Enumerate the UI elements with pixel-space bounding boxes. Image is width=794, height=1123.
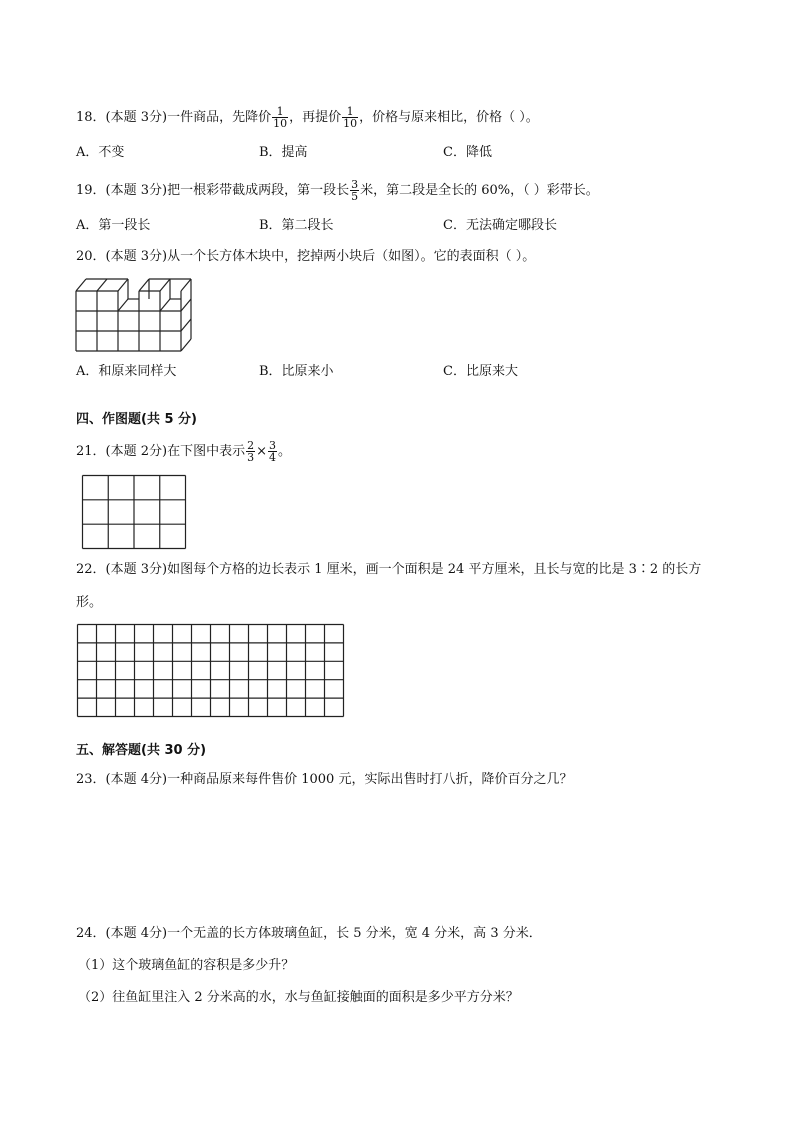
q21-drawing-grid[interactable]	[82, 475, 186, 549]
frac-denominator: 3	[247, 451, 255, 464]
q18-text-b: ，再提价	[289, 110, 342, 125]
frac-denominator: 10	[343, 117, 358, 130]
q19-option-a[interactable]: A．第一段长	[76, 218, 151, 233]
q20-option-b[interactable]: B．比原来小	[259, 364, 334, 379]
q19-option-b[interactable]: B．第二段长	[259, 218, 334, 233]
q18-text-c: ，价格与原来相比，价格（ ）。	[359, 110, 539, 125]
q20-option-c[interactable]: C．比原来大	[443, 364, 518, 379]
q18-option-b[interactable]: B．提高	[259, 145, 308, 160]
q21-number: 21．	[76, 444, 106, 459]
q24-number: 24．	[76, 926, 106, 941]
frac-numerator: 1	[276, 105, 284, 118]
q20-text: 从一个长方体木块中，挖掉两小块后（如图）。它的表面积（ ）。	[167, 249, 536, 264]
frac-denominator: 10	[273, 117, 288, 130]
frac-numerator: 3	[351, 178, 359, 191]
q19-text-a: 把一根彩带截成两段，第一段长	[167, 183, 350, 198]
q23-number: 23．	[76, 772, 106, 787]
q20-option-a[interactable]: A．和原来同样大	[76, 364, 177, 379]
q19-score: (本题 3分)	[105, 183, 168, 198]
q18-option-c[interactable]: C．降低	[443, 145, 492, 160]
q22-score: (本题 3分)	[105, 562, 168, 577]
q22-drawing-grid[interactable]	[77, 624, 344, 717]
q22-text-line2: 形。	[76, 595, 103, 610]
q24-subquestion-1: （1）这个玻璃鱼缸的容积是多少升？	[78, 958, 295, 973]
q19-text-b: 米，第二段是全长的 60%，（ ）彩带长。	[360, 183, 599, 198]
q19-number: 19．	[76, 183, 106, 198]
q21-text-b: 。	[278, 444, 292, 459]
q18-text-a: 一件商品，先降价	[167, 110, 272, 125]
q20-score: (本题 3分)	[105, 249, 168, 264]
section-4-title: 四、作图题(共 5 分)	[76, 412, 197, 427]
q18-fraction-2	[342, 106, 358, 129]
q18-score: (本题 3分)	[105, 110, 168, 125]
q19-stem	[76, 179, 599, 202]
q21-text-a: 在下图中表示	[167, 444, 246, 459]
frac-denominator: 5	[351, 190, 359, 203]
frac-numerator: 2	[247, 439, 255, 452]
q22-text-line1: 如图每个方格的边长表示 1 厘米，画一个面积是 24 平方厘米，且长与宽的比是 3∶2 的长方	[167, 562, 702, 577]
q23-stem	[76, 770, 572, 790]
q18-stem	[76, 106, 539, 129]
frac-numerator: 1	[346, 105, 354, 118]
q20-number: 20．	[76, 249, 106, 264]
q18-fraction-1	[272, 106, 288, 129]
q22-stem-line1	[76, 560, 701, 580]
q19-fraction	[350, 179, 359, 202]
q21-fraction-2	[268, 440, 277, 463]
frac-numerator: 3	[269, 439, 277, 452]
q23-score: (本题 4分)	[105, 772, 168, 787]
q24-stem	[76, 924, 542, 944]
q21-times: ×	[256, 444, 268, 459]
q22-number: 22．	[76, 562, 106, 577]
q19-option-c[interactable]: C．无法确定哪段长	[443, 218, 557, 233]
q24-text: 一个无盖的长方体玻璃鱼缸，长 5 分米，宽 4 分米，高 3 分米．	[167, 926, 542, 941]
q20-cuboid-figure	[76, 275, 200, 355]
q24-subquestion-2: （2）往鱼缸里注入 2 分米高的水，水与鱼缸接触面的面积是多少平方分米？	[78, 990, 519, 1005]
q21-fraction-1	[246, 440, 255, 463]
q18-number: 18．	[76, 110, 106, 125]
frac-denominator: 4	[269, 451, 277, 464]
section-5-title: 五、解答题(共 30 分)	[76, 743, 207, 758]
q23-answer-space[interactable]	[76, 800, 716, 915]
q18-option-a[interactable]: A．不变	[76, 145, 125, 160]
q20-stem	[76, 247, 535, 267]
q21-score: (本题 2分)	[105, 444, 168, 459]
q23-text: 一种商品原来每件售价 1000 元，实际出售时打八折，降价百分之几？	[167, 772, 573, 787]
q24-score: (本题 4分)	[105, 926, 168, 941]
q21-stem	[76, 440, 291, 463]
